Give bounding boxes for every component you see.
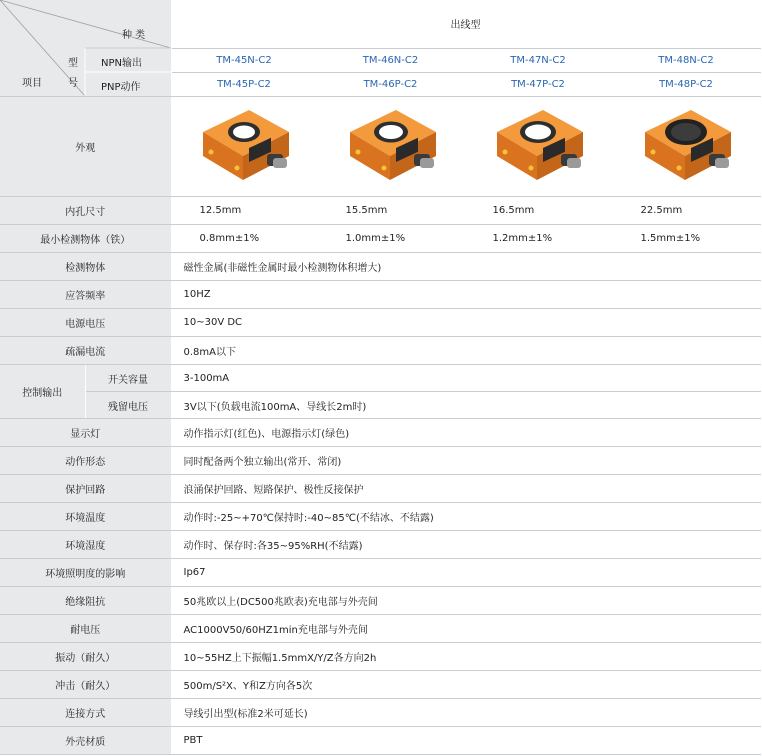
header-corner-cell <box>0 0 171 97</box>
npn-model-47: TM-47N-C2 <box>464 48 612 72</box>
insulation-value: 50兆欧以上(DC500兆欧表)充电部与外壳间 <box>171 587 760 615</box>
min-object-45: 0.8mm±1% <box>171 225 317 253</box>
withstand-voltage-value: AC1000V50/60HZ1min充电部与外壳间 <box>171 615 760 643</box>
housing-material-label: 外壳材质 <box>0 727 171 755</box>
npn-model-45: TM-45N-C2 <box>171 48 317 72</box>
frequency-value: 10HZ <box>171 281 760 309</box>
kind-label: 种 类 <box>122 30 146 41</box>
sensor-image-48 <box>612 97 760 197</box>
indicator-value: 动作指示灯(红色)、电源指示灯(绿色) <box>171 419 760 447</box>
temperature-label: 环境温度 <box>0 503 171 531</box>
voltage-label: 电源电压 <box>0 309 171 337</box>
detect-object-value: 磁性金属(非磁性金属时最小检测物体积增大) <box>171 253 760 281</box>
min-object-label: 最小检测物体（铁） <box>0 225 171 253</box>
min-object-48: 1.5mm±1% <box>612 225 760 253</box>
min-object-46: 1.0mm±1% <box>317 225 464 253</box>
residual-voltage-label: 残留电压 <box>85 392 171 419</box>
sensor-image-46 <box>317 97 464 197</box>
project-label: 项目 <box>22 78 42 89</box>
connection-label: 连接方式 <box>0 699 171 727</box>
residual-voltage-value: 3V以下(负载电流100mA、导线长2m时) <box>171 392 760 419</box>
protection-label: 保护回路 <box>0 475 171 503</box>
sensor-48-icon <box>631 102 741 188</box>
hole-size-47: 16.5mm <box>464 197 612 225</box>
model-label-1: 型 <box>68 58 78 69</box>
detect-object-label: 检测物体 <box>0 253 171 281</box>
pnp-model-47: TM-47P-C2 <box>464 72 612 96</box>
hole-size-label: 内孔尺寸 <box>0 197 171 225</box>
sensor-45-icon <box>189 102 299 188</box>
temperature-value: 动作时:-25~+70℃保持时:-40~85℃(不结冰、不结露) <box>171 503 760 531</box>
hole-size-45: 12.5mm <box>171 197 317 225</box>
pnp-model-45: TM-45P-C2 <box>171 72 317 96</box>
npn-model-48: TM-48N-C2 <box>612 48 760 72</box>
appearance-label: 外观 <box>0 97 171 197</box>
hole-size-46: 15.5mm <box>317 197 464 225</box>
frequency-label: 应答频率 <box>0 281 171 309</box>
withstand-voltage-label: 耐电压 <box>0 615 171 643</box>
npn-model-46: TM-46N-C2 <box>317 48 464 72</box>
action-form-value: 同时配备两个独立输出(常开、常闭) <box>171 447 760 475</box>
sensor-47-icon <box>483 102 593 188</box>
humidity-label: 环境湿度 <box>0 531 171 559</box>
sensor-image-47 <box>464 97 612 197</box>
voltage-value: 10~30V DC <box>171 309 760 337</box>
pnp-model-48: TM-48P-C2 <box>612 72 760 96</box>
pnp-model-46: TM-46P-C2 <box>317 72 464 96</box>
indicator-label: 显示灯 <box>0 419 171 447</box>
control-output-label: 控制输出 <box>0 365 85 419</box>
connection-value: 导线引出型(标准2米可延长) <box>171 699 760 727</box>
switch-capacity-value: 3-100mA <box>171 365 760 392</box>
vibration-label: 振动（耐久） <box>0 643 171 671</box>
hole-size-48: 22.5mm <box>612 197 760 225</box>
shock-value: 500m/S²X、Y和Z方向各5次 <box>171 671 760 699</box>
min-object-47: 1.2mm±1% <box>464 225 612 253</box>
model-label-2: 号 <box>68 78 78 89</box>
sensor-image-45 <box>171 97 317 197</box>
insulation-label: 绝缘阻抗 <box>0 587 171 615</box>
shock-label: 冲击（耐久） <box>0 671 171 699</box>
leak-current-value: 0.8mA以下 <box>171 337 760 365</box>
humidity-value: 动作时、保存时:各35~95%RH(不结露) <box>171 531 760 559</box>
illumination-value: Ip67 <box>171 559 760 587</box>
type-title: 出线型 <box>171 0 760 48</box>
switch-capacity-label: 开关容量 <box>85 365 171 392</box>
action-form-label: 动作形态 <box>0 447 171 475</box>
illumination-label: 环境照明度的影响 <box>0 559 171 587</box>
sensor-46-icon <box>336 102 446 188</box>
pnp-label: PNP动作 <box>101 82 141 93</box>
leak-current-label: 疏漏电流 <box>0 337 171 365</box>
vibration-value: 10~55HZ上下振幅1.5mmX/Y/Z各方向2h <box>171 643 760 671</box>
protection-value: 浪涌保护回路、短路保护、极性反接保护 <box>171 475 760 503</box>
housing-material-value: PBT <box>171 727 760 755</box>
npn-label: NPN输出 <box>101 58 142 69</box>
